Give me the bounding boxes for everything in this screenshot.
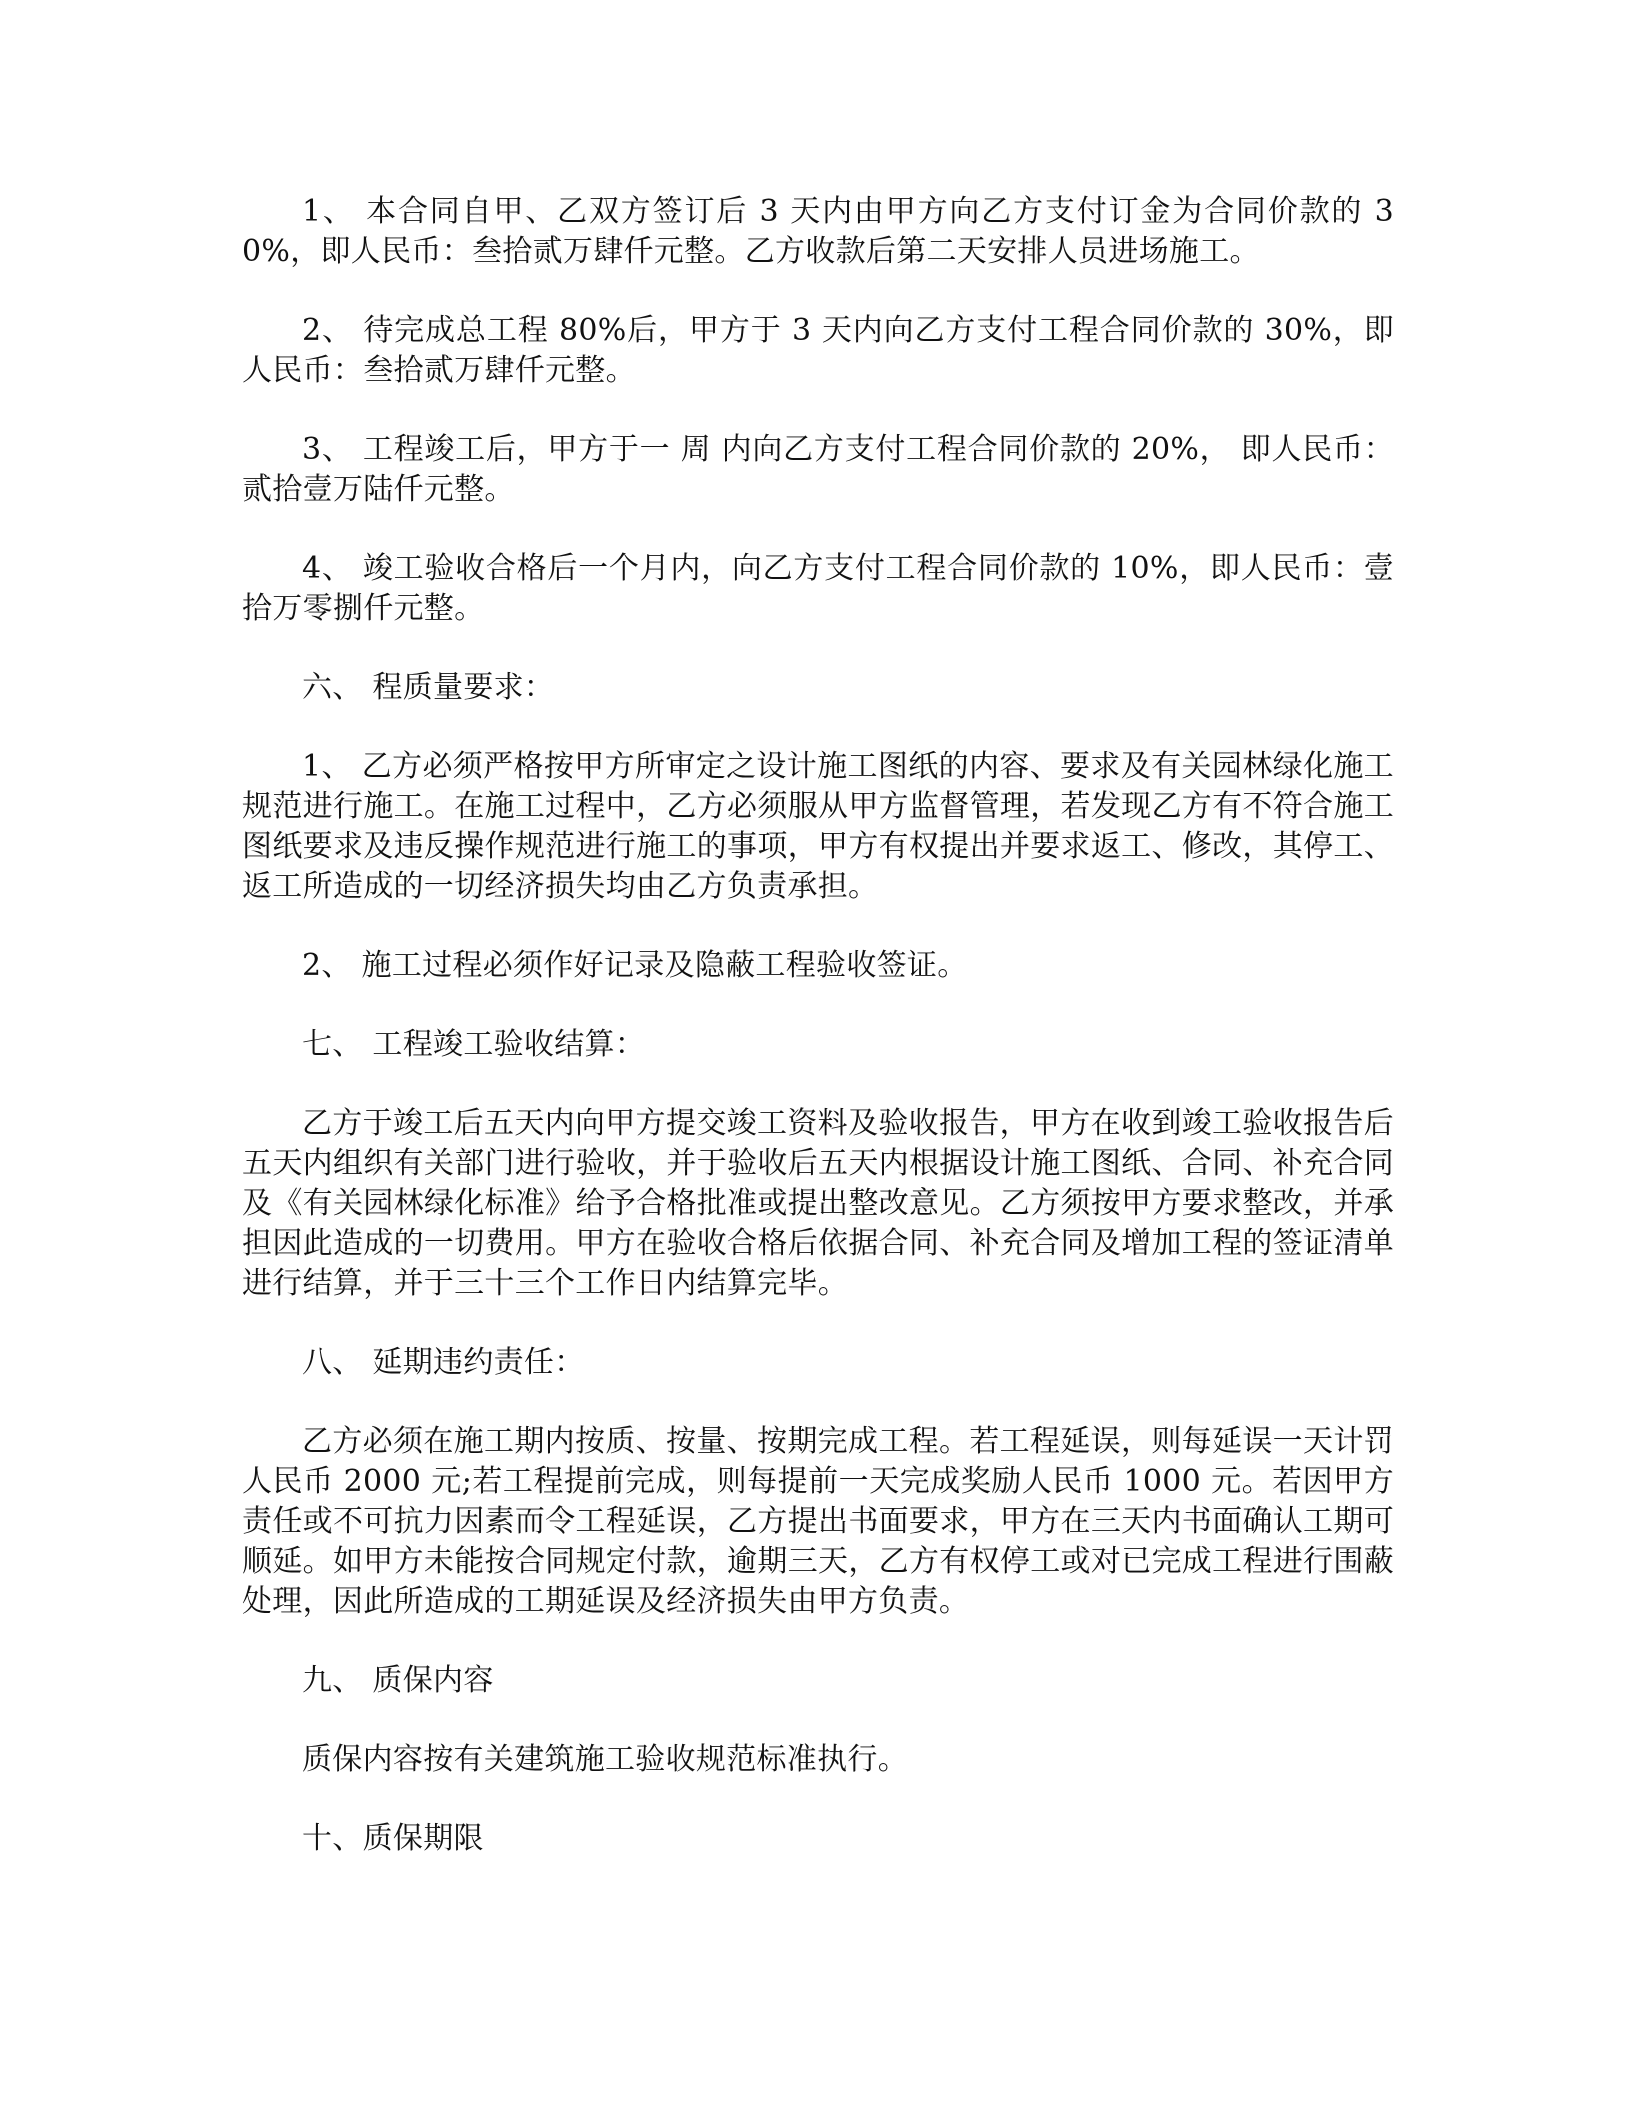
- acceptance-clause: 乙方于竣工后五天内向甲方提交竣工资料及验收报告，甲方在收到竣工验收报告后五天内组织有关部门进行验收，并于验收后五天内根据设计施工图纸、合同、补充合同及《有关园林绿化标准》给予合格批准或提出整改意见。乙方须按甲方要求整改，并承担因此造成的一切费用。甲方在验收合格后依据合同、补充合同及增加工程的签证清单进行结算，并于三十三个工作日内结算完毕。: [242, 1106, 1394, 1301]
- section-heading-quality: 六、 程质量要求：: [302, 670, 555, 705]
- section-heading-delay: 八、 延期违约责任：: [302, 1345, 585, 1380]
- payment-clause-4: 4、 竣工验收合格后一个月内，向乙方支付工程合同价款的 10%，即人民币：壹拾万零捌仟元整。: [242, 551, 1394, 626]
- quality-clause-2: 2、 施工过程必须作好记录及隐蔽工程验收签证。: [302, 948, 968, 983]
- delay-clause: 乙方必须在施工期内按质、按量、按期完成工程。若工程延误，则每延误一天计罚人民币 2000 元;若工程提前完成，则每提前一天完成奖励人民币 1000 元。若因甲方责任或不可抗力因素而令工程延误，乙方提出书面要求，甲方在三天内书面确认工期可顺延。如甲方未能按合同规定付款，逾期三天，乙方有权停工或对已完成工程进行围蔽处理，因此所造成的工期延误及经济损失由甲方负责。: [242, 1424, 1394, 1619]
- payment-clause-1: 1、 本合同自甲、乙双方签订后 3 天内由甲方向乙方支付订金为合同价款的 30%，即人民币：叁拾贰万肆仟元整。乙方收款后第二天安排人员进场施工。: [242, 194, 1394, 269]
- warranty-content-clause: 质保内容按有关建筑施工验收规范标准执行。: [302, 1742, 908, 1777]
- section-heading-warranty-period: 十、质保期限: [302, 1821, 484, 1856]
- payment-clause-3: 3、 工程竣工后，甲方于一 周 内向乙方支付工程合同价款的 20%， 即人民币：贰拾壹万陆仟元整。: [242, 432, 1394, 507]
- section-heading-acceptance: 七、 工程竣工验收结算：: [302, 1027, 646, 1062]
- document-page: [242, 192, 1394, 1898]
- payment-clause-2: 2、 待完成总工程 80%后，甲方于 3 天内向乙方支付工程合同价款的 30%，即人民币：叁拾贰万肆仟元整。: [242, 313, 1394, 388]
- section-heading-warranty-content: 九、 质保内容: [302, 1663, 494, 1698]
- quality-clause-1: 1、 乙方必须严格按甲方所审定之设计施工图纸的内容、要求及有关园林绿化施工规范进行施工。在施工过程中，乙方必须服从甲方监督管理，若发现乙方有不符合施工图纸要求及违反操作规范进行施工的事项，甲方有权提出并要求返工、修改，其停工、返工所造成的一切经济损失均由乙方负责承担。: [242, 749, 1394, 904]
